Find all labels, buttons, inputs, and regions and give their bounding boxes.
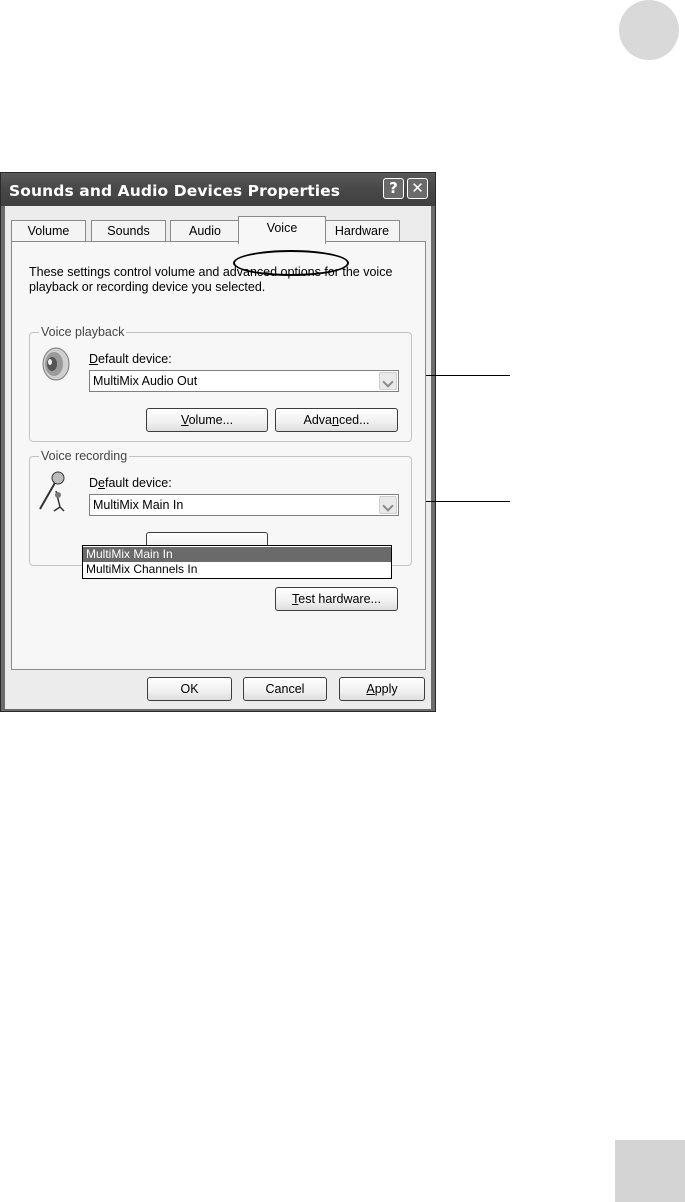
recording-device-select[interactable] (89, 494, 399, 516)
dialog-client-area (5, 206, 431, 709)
tab-volume[interactable]: Volume (11, 220, 86, 242)
chevron-down-icon[interactable] (379, 496, 397, 514)
window-title: Sounds and Audio Devices Properties (9, 182, 341, 200)
playback-device-value: MultiMix Audio Out (93, 374, 198, 388)
playback-device-select[interactable] (89, 370, 399, 392)
page-corner-circle (619, 0, 679, 60)
test-hardware-button[interactable]: Test hardware... (275, 587, 398, 611)
help-icon: ? (389, 179, 398, 197)
recording-device-dropdown (82, 545, 392, 579)
tab-hardware[interactable]: Hardware (324, 220, 400, 242)
ok-button[interactable]: OK (147, 677, 232, 701)
tab-audio[interactable]: Audio (170, 220, 240, 242)
tab-sounds[interactable]: Sounds (91, 220, 166, 242)
help-button[interactable] (383, 178, 404, 199)
cancel-button[interactable]: Cancel (243, 677, 327, 701)
close-button[interactable] (407, 178, 428, 199)
recording-device-value: MultiMix Main In (93, 498, 184, 512)
apply-button[interactable]: Apply (339, 677, 425, 701)
voice-playback-group (29, 325, 412, 442)
voice-playback-title: Voice playback (41, 325, 125, 339)
voice-tab-highlight-circle (233, 250, 349, 276)
page-corner-tab (615, 1140, 685, 1202)
intro-text: These settings control volume and advanced options for the voice playback or recording device you selected. (29, 265, 393, 294)
volume-button[interactable]: Volume... (146, 408, 268, 432)
playback-default-device-label: Default device: (89, 352, 172, 366)
tab-voice[interactable]: Voice (238, 216, 326, 244)
properties-dialog (0, 172, 436, 712)
dropdown-option-main-in[interactable]: MultiMix Main In (83, 547, 391, 562)
recording-default-device-label: Default device: (89, 476, 172, 490)
chevron-down-icon[interactable] (379, 372, 397, 390)
title-bar (1, 173, 435, 206)
microphone-icon (36, 471, 72, 513)
dropdown-option-channels-in[interactable]: MultiMix Channels In (86, 562, 198, 576)
close-icon: ✕ (411, 179, 424, 197)
advanced-button[interactable]: Advanced... (275, 408, 398, 432)
speaker-icon (34, 346, 74, 382)
voice-tab-panel (11, 241, 426, 670)
voice-recording-title: Voice recording (41, 449, 128, 463)
